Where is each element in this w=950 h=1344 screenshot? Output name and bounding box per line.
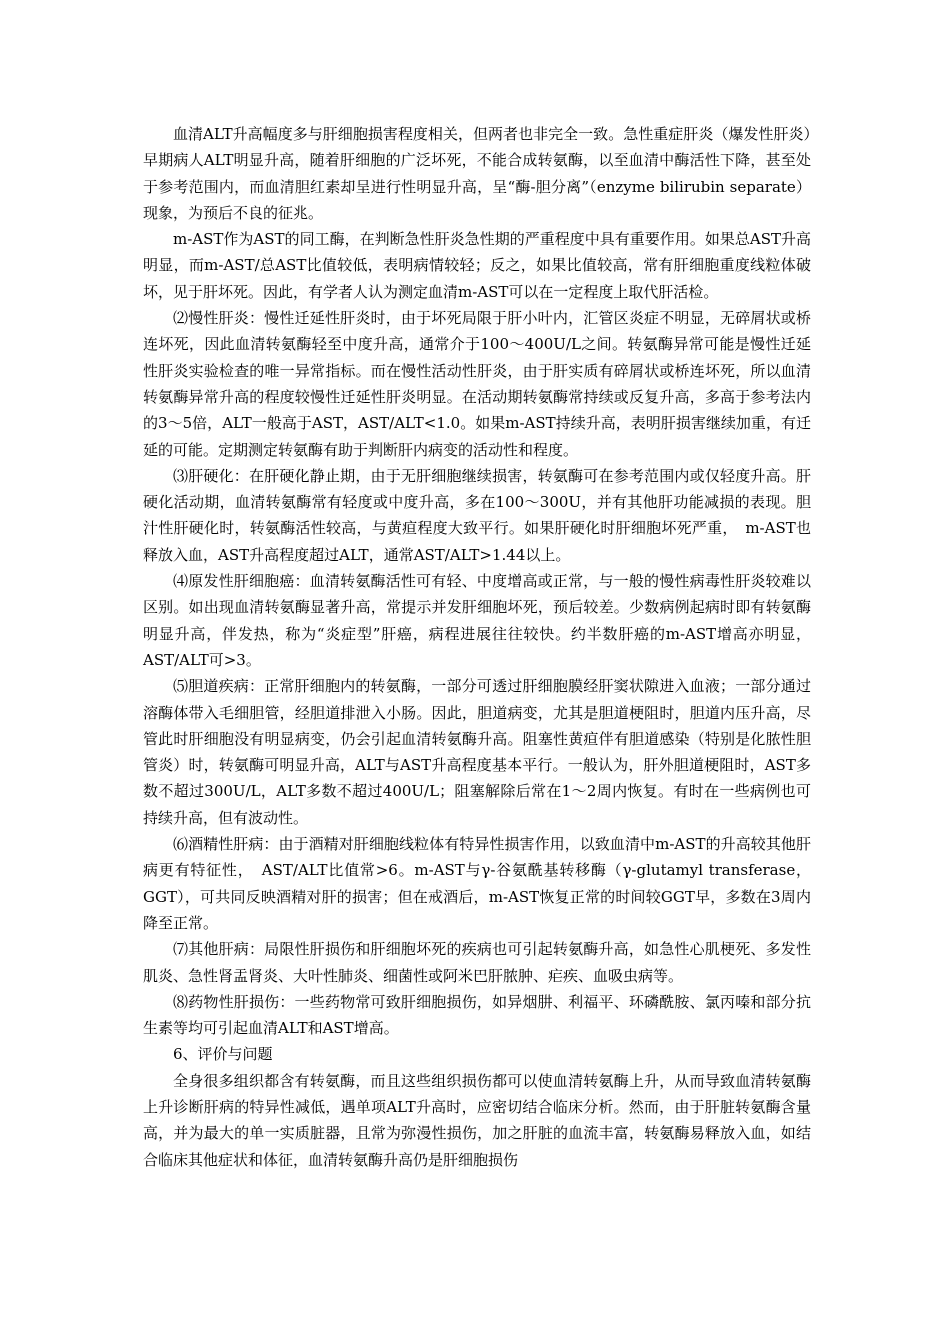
paragraph-alt-severity: 血清ALT升高幅度多与肝细胞损害程度相关，但两者也非完全一致。急性重症肝炎（爆发性肝炎）早期病人ALT明显升高，随着肝细胞的广泛坏死，不能合成转氨酶，以至血清中酶活性下降，甚至处于参考范围内，而血清胆红素却呈进行性明显升高，呈“酶-胆分离”（enzyme bilirubin separate）现象，为预后不良的征兆。 (143, 125, 811, 222)
paragraph-cirrhosis: ⑶肝硬化：在肝硬化静止期，由于无肝细胞继续损害，转氨酶可在参考范围内或仅轻度升高。肝硬化活动期，血清转氨酶常有轻度或中度升高，多在100～300U，并有其他肝功能减损的表现。胆汁性肝硬化时，转氨酶活性较高，与黄疸程度大致平行。如果肝硬化时肝细胞坏死严重， m-AST也释放入血，AST升高程度超过ALT，通常AST/ALT>1.44以上。 (143, 466, 811, 564)
paragraph-evaluation: 全身很多组织都含有转氨酶，而且这些组织损伤都可以使血清转氨酶上升，从而导致血清转氨酶上升诊断肝病的特异性减低，遇单项ALT升高时，应密切结合临床分析。然而，由于肝脏转氨酶含量高，并为最大的单一实质脏器，且常为弥漫性损伤，加之肝脏的血流丰富，转氨酶易释放入血，如结合临床其他症状和体征，血清转氨酶升高仍是肝细胞损伤 (143, 1071, 811, 1169)
section-heading: 6、评价与问题 (173, 1045, 273, 1064)
paragraph-drug-induced-injury: ⑻药物性肝损伤：一些药物常可致肝细胞损伤，如异烟肼、利福平、环磷酰胺、氯丙嗪和部分抗生素等均可引起血清ALT和AST增高。 (143, 992, 811, 1038)
paragraph-m-ast-isoenzyme: m-AST作为AST的同工酶，在判断急性肝炎急性期的严重程度中具有重要作用。如果总AST升高明显，而m-AST/总AST比值较低，表明病情较轻；反之，如果比值较高，常有肝细胞重度线粒体破坏，见于肝坏死。因此，有学者人认为测定血清m-AST可以在一定程度上取代肝活检。 (143, 230, 811, 301)
paragraph-alcoholic-liver-disease: ⑹酒精性肝病：由于酒精对肝细胞线粒体有特异性损害作用，以致血清中m-AST的升高较其他肝病更有特征性， AST/ALT比值常>6。m-AST与γ-谷氨酰基转移酶（γ-glutamyl transferase，GGT），可共同反映酒精对肝的损害；但在戒酒后，m-AST恢复正常的时间较GGT早，多数在3周内降至正常。 (143, 835, 811, 932)
document-page (143, 121, 811, 1173)
paragraph-chronic-hepatitis: ⑵慢性肝炎：慢性迁延性肝炎时，由于坏死局限于肝小叶内，汇管区炎症不明显，无碎屑状或桥连坏死，因此血清转氨酶轻至中度升高，通常介于100～400U/L之间。转氨酶异常可能是慢性迁延性肝炎实验检查的唯一异常指标。而在慢性活动性肝炎，由于肝实质有碎屑状或桥连坏死，所以血清转氨酶异常升高的程度较慢性迁延性肝炎明显。在活动期转氨酶常持续或反复升高，多高于参考法内的3～5倍，ALT一般高于AST，AST/ALT<1.0。如果m-AST持续升高，表明肝损害继续加重，有迁延的可能。定期测定转氨酶有助于判断肝内病变的活动性和程度。 (143, 309, 811, 459)
paragraph-biliary-disease: ⑸胆道疾病：正常肝细胞内的转氨酶，一部分可透过肝细胞膜经肝窦状隙进入血液；一部分通过溶酶体带入毛细胆管，经胆道排泄入小肠。因此，胆道病变，尤其是胆道梗阻时，胆道内压升高，尽管此时肝细胞没有明显病变，仍会引起血清转氨酶升高。阻塞性黄疸伴有胆道感染（特别是化脓性胆管炎）时，转氨酶可明显升高，ALT与AST升高程度基本平行。一般认为，肝外胆道梗阻时，AST多数不超过300U/L，ALT多数不超过400U/L；阻塞解除后常在1～2周内恢复。有时在一些病例也可持续升高，但有波动性。 (143, 677, 811, 827)
paragraph-other-liver-disease: ⑺其他肝病：局限性肝损伤和肝细胞坏死的疾病也可引起转氨酶升高，如急性心肌梗死、多发性肌炎、急性肾盂肾炎、大叶性肺炎、细菌性或阿米巴肝脓肿、疟疾、血吸虫病等。 (143, 940, 811, 985)
paragraph-hepatocellular-carcinoma: ⑷原发性肝细胞癌：血清转氨酶活性可有轻、中度增高或正常，与一般的慢性病毒性肝炎较难以区别。如出现血清转氨酶显著升高，常提示并发肝细胞坏死，预后较差。少数病例起病时即有转氨酶明显升高，伴发热，称为“炎症型”肝癌，病程进展往往较快。约半数肝癌的m-AST增高亦明显，AST/ALT可>3。 (143, 572, 811, 669)
